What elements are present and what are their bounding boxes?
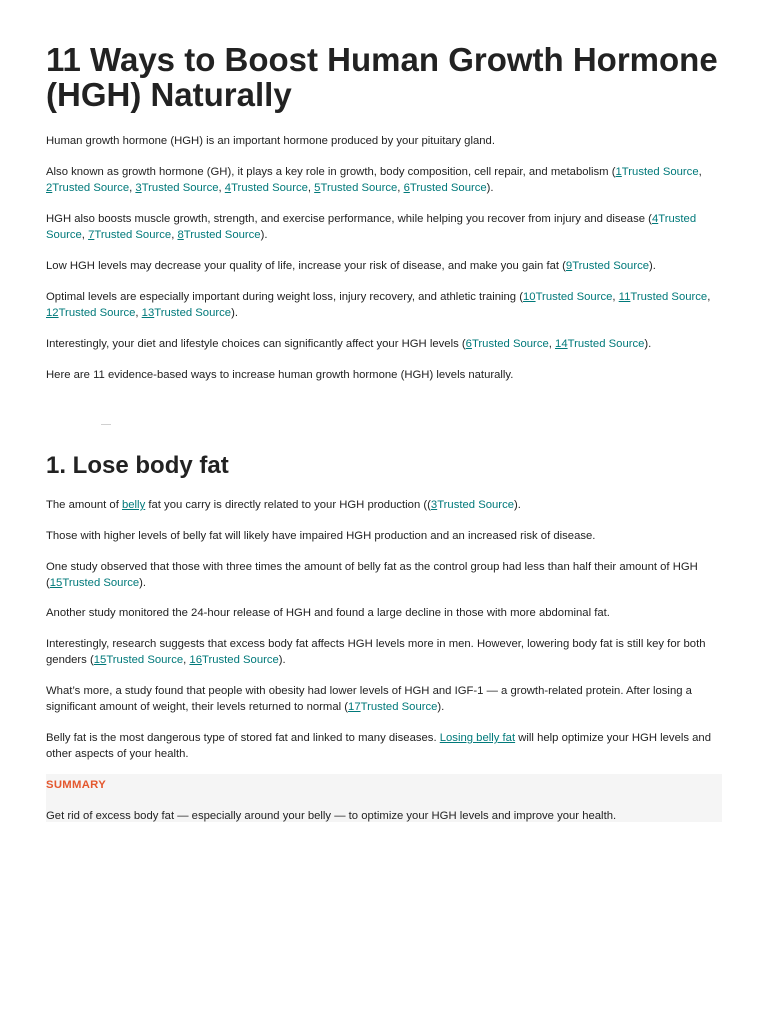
trusted-source-link[interactable]: Trusted Source	[231, 182, 308, 194]
trusted-source-link[interactable]: Trusted Source	[46, 213, 697, 241]
citation-number-link[interactable]: 4	[224, 182, 232, 194]
citation-number-link[interactable]: 4	[651, 213, 659, 225]
citation-number-link[interactable]: 6	[465, 338, 472, 350]
citation-number-link[interactable]: 15	[93, 654, 107, 666]
losing-belly-fat-link[interactable]: Losing belly fat	[439, 732, 516, 744]
trusted-source-link[interactable]: Trusted Source	[630, 291, 708, 303]
trusted-source-link[interactable]: Trusted Source	[320, 182, 398, 194]
intro-paragraph-4: Low HGH levels may decrease your quality of life, increase your risk of disease, and make you gain fat (9Trusted Source).	[46, 260, 656, 272]
citation-group: (3Trusted Source).	[427, 499, 521, 511]
citation-number-link[interactable]: 2	[46, 182, 53, 194]
trusted-source-link[interactable]: Trusted Source	[535, 291, 613, 303]
section-paragraph-4: Another study monitored the 24-hour release of HGH and found a large decline in those with more abdominal fat.	[46, 607, 610, 619]
trusted-source-link[interactable]: Trusted Source	[52, 182, 130, 194]
citation-number-link[interactable]: 7	[88, 229, 95, 241]
text: fat you carry is directly related to your HGH production (	[145, 499, 428, 511]
trusted-source-link[interactable]: Trusted Source	[567, 338, 645, 350]
citation-number-link[interactable]: 14	[555, 338, 568, 350]
trusted-source-link[interactable]: Trusted Source	[94, 229, 172, 241]
citation-number-link[interactable]: 9	[565, 260, 573, 272]
intro-paragraph-3: HGH also boosts muscle growth, strength, and exercise performance, while helping you recover from injury and disease (4Trusted Source, 7Trusted Source, 8Trusted Source).	[46, 213, 697, 241]
trusted-source-link[interactable]: Trusted Source	[409, 182, 487, 194]
text: Interestingly, research suggests that excess body fat affects HGH levels more in men. However, lowering body fat is still key for both genders (	[46, 638, 706, 666]
trusted-source-link[interactable]: Trusted Source	[437, 499, 514, 511]
text: HGH also boosts muscle growth, strength, and exercise performance, while helping you recover from injury and disease (	[46, 213, 652, 225]
text: Low HGH levels may decrease your quality of life, increase your risk of disease, and make you gain fat (	[46, 260, 566, 272]
citation-number-link[interactable]: 15	[49, 577, 63, 589]
trusted-source-link[interactable]: Trusted Source	[572, 260, 650, 272]
intro-paragraph-7: Here are 11 evidence-based ways to increase human growth hormone (HGH) levels naturally.	[46, 369, 514, 381]
citation-number-link[interactable]: 5	[314, 182, 321, 194]
summary-label: SUMMARY	[46, 779, 107, 791]
section-paragraph-5: Interestingly, research suggests that excess body fat affects HGH levels more in men. However, lowering body fat is still key for both genders (15Trusted Source, 16Trusted Source).	[46, 638, 706, 666]
intro-paragraph-6: Interestingly, your diet and lifestyle choices can significantly affect your HGH levels (6Trusted Source, 14Trusted Source).	[46, 338, 652, 350]
page-title: 11 Ways to Boost Human Growth Hormone (HGH) Naturally	[46, 41, 718, 113]
citation-number-link[interactable]: 11	[618, 291, 631, 303]
citation-number-link[interactable]: 3	[430, 499, 438, 511]
trusted-source-link[interactable]: Trusted Source	[58, 307, 136, 319]
summary-box	[46, 774, 722, 822]
text: will help optimize your HGH levels and other aspects of your health.	[46, 732, 712, 760]
citation-number-link[interactable]: 8	[177, 229, 184, 241]
citation-number-link[interactable]: 10	[523, 291, 536, 303]
section-paragraph-1	[46, 497, 722, 513]
citation-number-link[interactable]: 1	[615, 166, 622, 178]
citation-number-link[interactable]: 17	[348, 701, 361, 713]
trusted-source-link[interactable]: Trusted Source	[62, 577, 140, 589]
text: The amount of	[46, 499, 122, 511]
trusted-source-link[interactable]: Trusted Source	[621, 166, 699, 178]
citation-number-link[interactable]: 12	[46, 307, 59, 319]
intro-paragraph-5: Optimal levels are especially important during weight loss, injury recovery, and athletic training (10Trusted Source, 11Trusted Source, 12Trusted Source, 13Trusted Source).	[46, 291, 711, 319]
citation-number-link[interactable]: 3	[135, 182, 142, 194]
section-paragraph-6: What’s more, a study found that people with obesity had lower levels of HGH and IGF-1 — a growth-related protein. After losing a significant amount of weight, their levels returned to normal (17Trusted Source).	[46, 685, 692, 713]
belly-link[interactable]: belly	[121, 499, 146, 511]
intro-paragraph-1: Human growth hormone (HGH) is an important hormone produced by your pituitary gland.	[46, 135, 495, 147]
summary-text: Get rid of excess body fat — especially around your belly — to optimize your HGH levels and improve your health.	[46, 810, 617, 822]
section-paragraph-7	[46, 730, 722, 762]
section-paragraph-2: Those with higher levels of belly fat will likely have impaired HGH production and an increased risk of disease.	[46, 530, 596, 542]
text: Interestingly, your diet and lifestyle choices can significantly affect your HGH levels (	[46, 338, 466, 350]
trusted-source-link[interactable]: Trusted Source	[201, 654, 279, 666]
text: Belly fat is the most dangerous type of stored fat and linked to many diseases.	[46, 732, 440, 744]
trusted-source-link[interactable]: Trusted Source	[106, 654, 184, 666]
text: Optimal levels are especially important during weight loss, injury recovery, and athletic training (	[46, 291, 523, 303]
citation-number-link[interactable]: 16	[189, 654, 202, 666]
text: Also known as growth hormone (GH), it plays a key role in growth, body composition, cell repair, and metabolism (	[46, 166, 616, 178]
trusted-source-link[interactable]: Trusted Source	[183, 229, 261, 241]
citation-number-link[interactable]: 13	[141, 307, 155, 319]
trusted-source-link[interactable]: Trusted Source	[154, 307, 232, 319]
trusted-source-link[interactable]: Trusted Source	[360, 701, 438, 713]
text: One study observed that those with three times the amount of belly fat as the control group had less than half their amount of HGH (	[46, 561, 698, 589]
section-heading-lose-body-fat: 1. Lose body fat	[46, 452, 229, 479]
text: What’s more, a study found that people with obesity had lower levels of HGH and IGF-1 — a growth-related protein. After losing a significant amount of weight, their levels returned to normal (	[46, 685, 692, 713]
intro-paragraph-2: Also known as growth hormone (GH), it plays a key role in growth, body composition, cell repair, and metabolism (1Trusted Source, 2Trusted Source, 3Trusted Source, 4Trusted Source, 5Trusted Source, 6Trusted Source).	[46, 166, 702, 194]
divider	[101, 424, 111, 425]
section-paragraph-3: One study observed that those with three times the amount of belly fat as the control group had less than half their amount of HGH (15Trusted Source).	[46, 561, 698, 589]
trusted-source-link[interactable]: Trusted Source	[141, 182, 219, 194]
citation-number-link[interactable]: 6	[403, 182, 410, 194]
trusted-source-link[interactable]: Trusted Source	[471, 338, 549, 350]
